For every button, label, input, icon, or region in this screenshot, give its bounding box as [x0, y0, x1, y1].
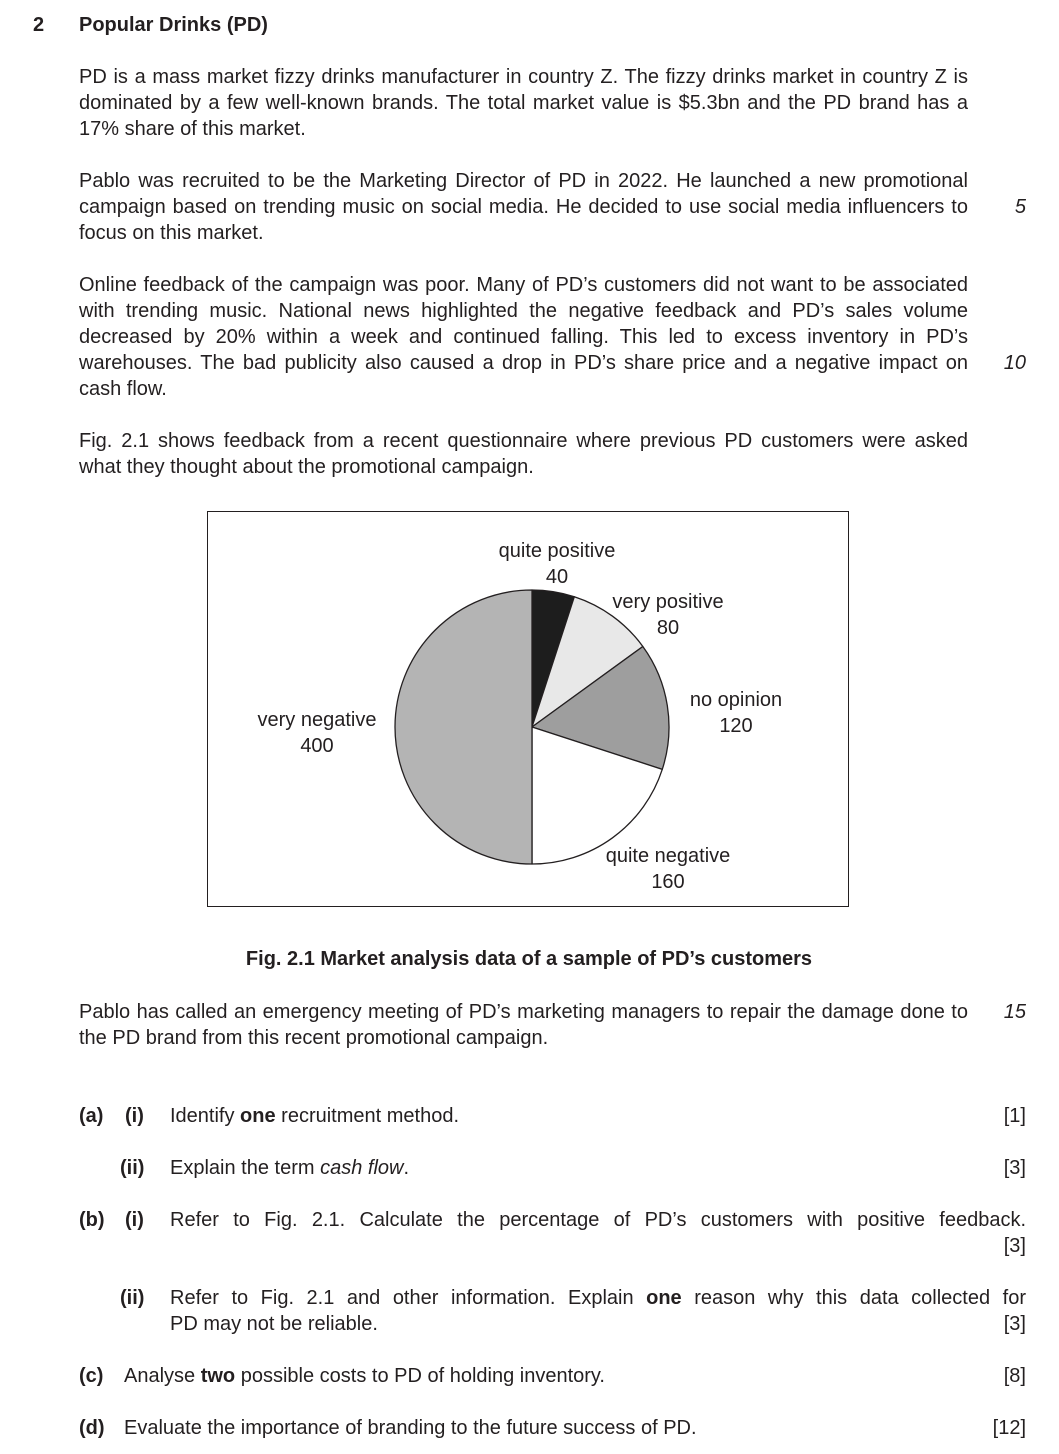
- line-number-10: 10: [1003, 352, 1026, 374]
- pie-value-very-positive: 80: [656, 617, 680, 639]
- pie-value-no-opinion: 120: [719, 715, 753, 737]
- pie-label-no-opinion: no opinion: [689, 689, 783, 711]
- part-d-text: Evaluate the importance of branding to the future success of PD.: [124, 1417, 697, 1439]
- part-a-ii-label: (ii): [120, 1157, 145, 1179]
- figure-caption: Fig. 2.1 Market analysis data of a sample of PD’s customers: [245, 948, 813, 970]
- part-b-ii-text-line1: Refer to Fig. 2.1 and other information. Explain one reason why this data collected for: [170, 1287, 1026, 1309]
- paragraph-5: Pablo has called an emergency meeting of PD’s marketing managers to repair the damage done to the PD brand from this recent promotional campaign.: [79, 1001, 968, 1049]
- pie-value-quite-positive: 40: [545, 566, 569, 588]
- part-b-ii-marks: [3]: [1003, 1313, 1026, 1335]
- pie-label-very-negative: very negative: [257, 709, 377, 731]
- part-b-i-text: Refer to Fig. 2.1. Calculate the percentage of PD’s customers with positive feedback.: [170, 1209, 1026, 1231]
- pie-label-very-positive: very positive: [612, 591, 724, 613]
- part-b-label: (b): [79, 1209, 105, 1231]
- part-b-i-label: (i): [125, 1209, 144, 1231]
- paragraph-2: Pablo was recruited to be the Marketing Director of PD in 2022. He launched a new promotional campaign based on trending music on social media. He decided to use social media influencers to focus on this market.: [79, 170, 968, 244]
- pie-chart: [208, 512, 850, 908]
- pie-value-quite-negative: 160: [651, 871, 685, 893]
- question-number: 2: [33, 14, 45, 36]
- part-c-marks: [8]: [1003, 1365, 1026, 1387]
- pie-label-quite-negative: quite negative: [605, 845, 731, 867]
- part-b-i-marks: [3]: [1003, 1235, 1026, 1257]
- part-b-ii-label: (ii): [120, 1287, 145, 1309]
- part-a-i-text: Identify one recruitment method.: [170, 1105, 460, 1127]
- pie-slice-very-negative: [395, 590, 532, 864]
- part-a-i-marks: [1]: [1003, 1105, 1026, 1127]
- part-a-i-label: (i): [125, 1105, 144, 1127]
- paragraph-4: Fig. 2.1 shows feedback from a recent questionnaire where previous PD customers were asked what they thought about the promotional campaign.: [79, 430, 968, 478]
- part-c-label: (c): [79, 1365, 104, 1387]
- pie-value-very-negative: 400: [300, 735, 334, 757]
- figure-frame: [207, 511, 849, 907]
- paragraph-3: Online feedback of the campaign was poor. Many of PD’s customers did not want to be associated with trending music. National news highlighted the negative feedback and PD’s sales volume decreased by 20% within a week and continued falling. This led to excess inventory in PD’s warehouses. The bad publicity also caused a drop in PD’s share price and a negative impact on cash flow.: [79, 274, 968, 400]
- part-d-marks: [12]: [992, 1417, 1026, 1439]
- part-a-label: (a): [79, 1105, 104, 1127]
- part-a-ii-marks: [3]: [1003, 1157, 1026, 1179]
- part-c-text: Analyse two possible costs to PD of holding inventory.: [124, 1365, 605, 1387]
- paragraph-1: PD is a mass market fizzy drinks manufacturer in country Z. The fizzy drinks market in country Z is dominated by a few well-known brands. The total market value is $5.3bn and the PD brand has a 17% share of this market.: [79, 66, 968, 140]
- line-number-5: 5: [1014, 196, 1026, 218]
- line-number-15: 15: [1003, 1001, 1026, 1023]
- pie-label-quite-positive: quite positive: [498, 540, 616, 562]
- part-d-label: (d): [79, 1417, 105, 1439]
- part-b-ii-text-line2: PD may not be reliable.: [170, 1313, 378, 1335]
- question-title: Popular Drinks (PD): [79, 14, 268, 36]
- part-a-ii-text: Explain the term cash flow.: [170, 1157, 410, 1179]
